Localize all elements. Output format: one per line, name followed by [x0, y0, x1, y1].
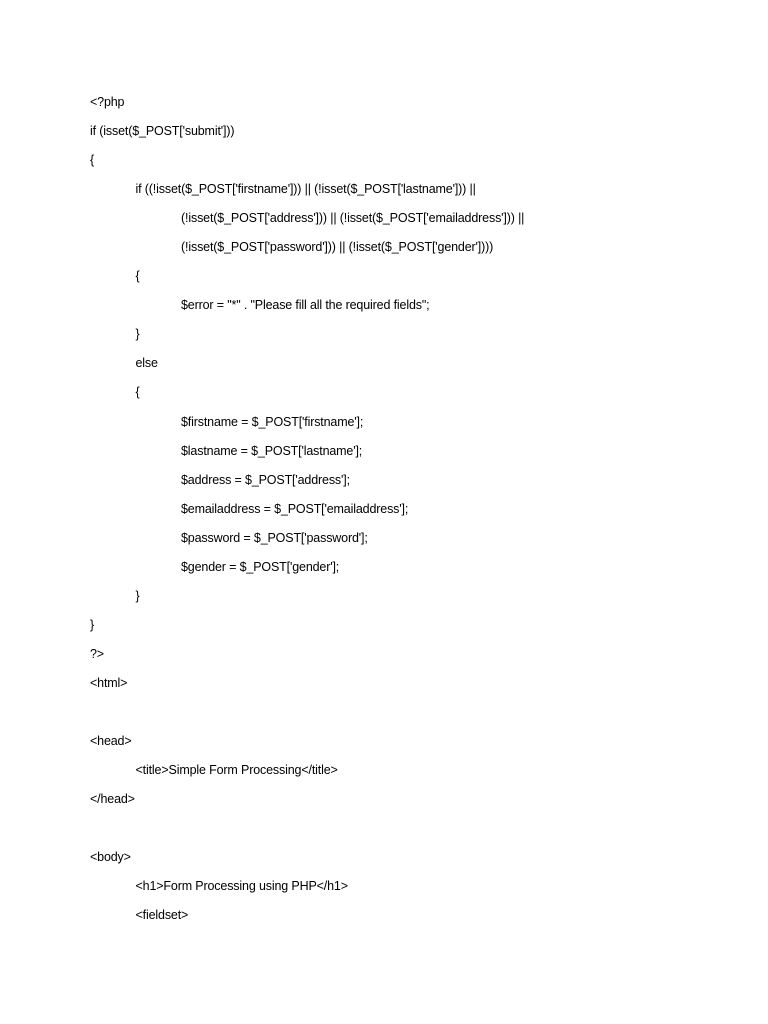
code-line: $address = $_POST['address']; [181, 472, 350, 487]
code-line: (!isset($_POST['password'])) || (!isset($_POST['gender']))) [181, 240, 494, 255]
code-line: $emailaddress = $_POST['emailaddress']; [181, 501, 409, 516]
code-line: } [135, 588, 140, 603]
code-line: $error = "*" . "Please fill all the required fields"; [181, 298, 430, 313]
code-line: { [135, 385, 140, 400]
code-line: else [135, 356, 158, 371]
code-line: $password = $_POST['password']; [181, 530, 368, 545]
code-line: if (isset($_POST['submit'])) [90, 124, 235, 139]
code-line: $gender = $_POST['gender']; [181, 559, 340, 574]
code-line [90, 701, 710, 730]
code-line: <body> [90, 850, 131, 865]
code-line: if ((!isset($_POST['firstname'])) || (!isset($_POST['lastname'])) || [135, 182, 476, 197]
code-line: <fieldset> [135, 908, 189, 923]
code-line: { [90, 153, 95, 168]
code-line: ?> [90, 646, 104, 661]
code-line: <title>Simple Form Processing</title> [135, 763, 338, 778]
code-line: } [135, 327, 140, 342]
code-line: <html> [90, 675, 128, 690]
code-line: <head> [90, 734, 132, 749]
code-listing [90, 91, 710, 933]
code-line [90, 817, 710, 846]
code-line: { [135, 269, 140, 284]
code-line: $firstname = $_POST['firstname']; [181, 414, 364, 429]
code-line: $lastname = $_POST['lastname']; [181, 443, 363, 458]
code-line: <?php [90, 95, 125, 109]
code-line: (!isset($_POST['address'])) || (!isset($_POST['emailaddress'])) || [181, 211, 525, 226]
code-line: <h1>Form Processing using PHP</h1> [135, 879, 348, 894]
code-line: } [90, 617, 95, 632]
code-line: </head> [90, 792, 135, 807]
